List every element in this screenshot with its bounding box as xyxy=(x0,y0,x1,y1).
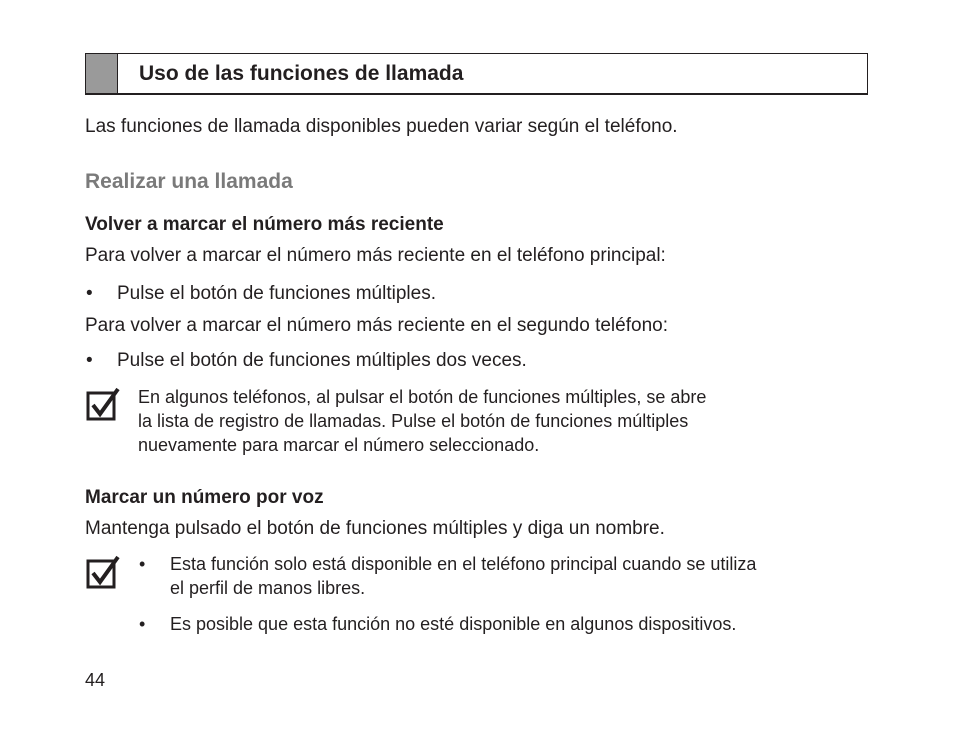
voice-heading: Marcar un número por voz xyxy=(85,487,324,508)
checkbox-check-icon xyxy=(86,555,120,589)
note-line: Es posible que esta función no esté disponible en algunos dispositivos. xyxy=(170,614,737,634)
section-title: Realizar una llamada xyxy=(85,170,293,193)
title-bar xyxy=(85,53,868,95)
note-line: En algunos teléfonos, al pulsar el botón de funciones múltiples, se abre xyxy=(138,387,707,407)
intro-text: Las funciones de llamada disponibles pueden variar según el teléfono. xyxy=(85,116,678,137)
redial-secondary-bullet: Pulse el botón de funciones múltiples dos veces. xyxy=(117,350,527,371)
redial-primary-text: Para volver a marcar el número más reciente en el teléfono principal: xyxy=(85,245,666,266)
redial-heading: Volver a marcar el número más reciente xyxy=(85,214,444,235)
note-line: la lista de registro de llamadas. Pulse el botón de funciones múltiples xyxy=(138,411,689,431)
note-line: nuevamente para marcar el número seleccionado. xyxy=(138,435,540,455)
redial-primary-bullet: Pulse el botón de funciones múltiples. xyxy=(117,283,436,304)
voice-text: Mantenga pulsado el botón de funciones múltiples y diga un nombre. xyxy=(85,518,665,539)
bullet-dot: • xyxy=(86,350,93,371)
page-number: 44 xyxy=(85,670,106,690)
bullet-dot: • xyxy=(139,554,146,574)
title-accent-block xyxy=(86,54,118,93)
bullet-dot: • xyxy=(86,283,93,304)
note-line: el perfil de manos libres. xyxy=(170,578,366,598)
checkbox-check-icon xyxy=(86,387,120,421)
redial-note xyxy=(138,385,706,457)
bullet-dot: • xyxy=(139,614,146,634)
page-title: Uso de las funciones de llamada xyxy=(139,61,464,85)
note-line: Esta función solo está disponible en el teléfono principal cuando se utiliza xyxy=(170,554,757,574)
redial-secondary-text: Para volver a marcar el número más reciente en el segundo teléfono: xyxy=(85,315,668,336)
